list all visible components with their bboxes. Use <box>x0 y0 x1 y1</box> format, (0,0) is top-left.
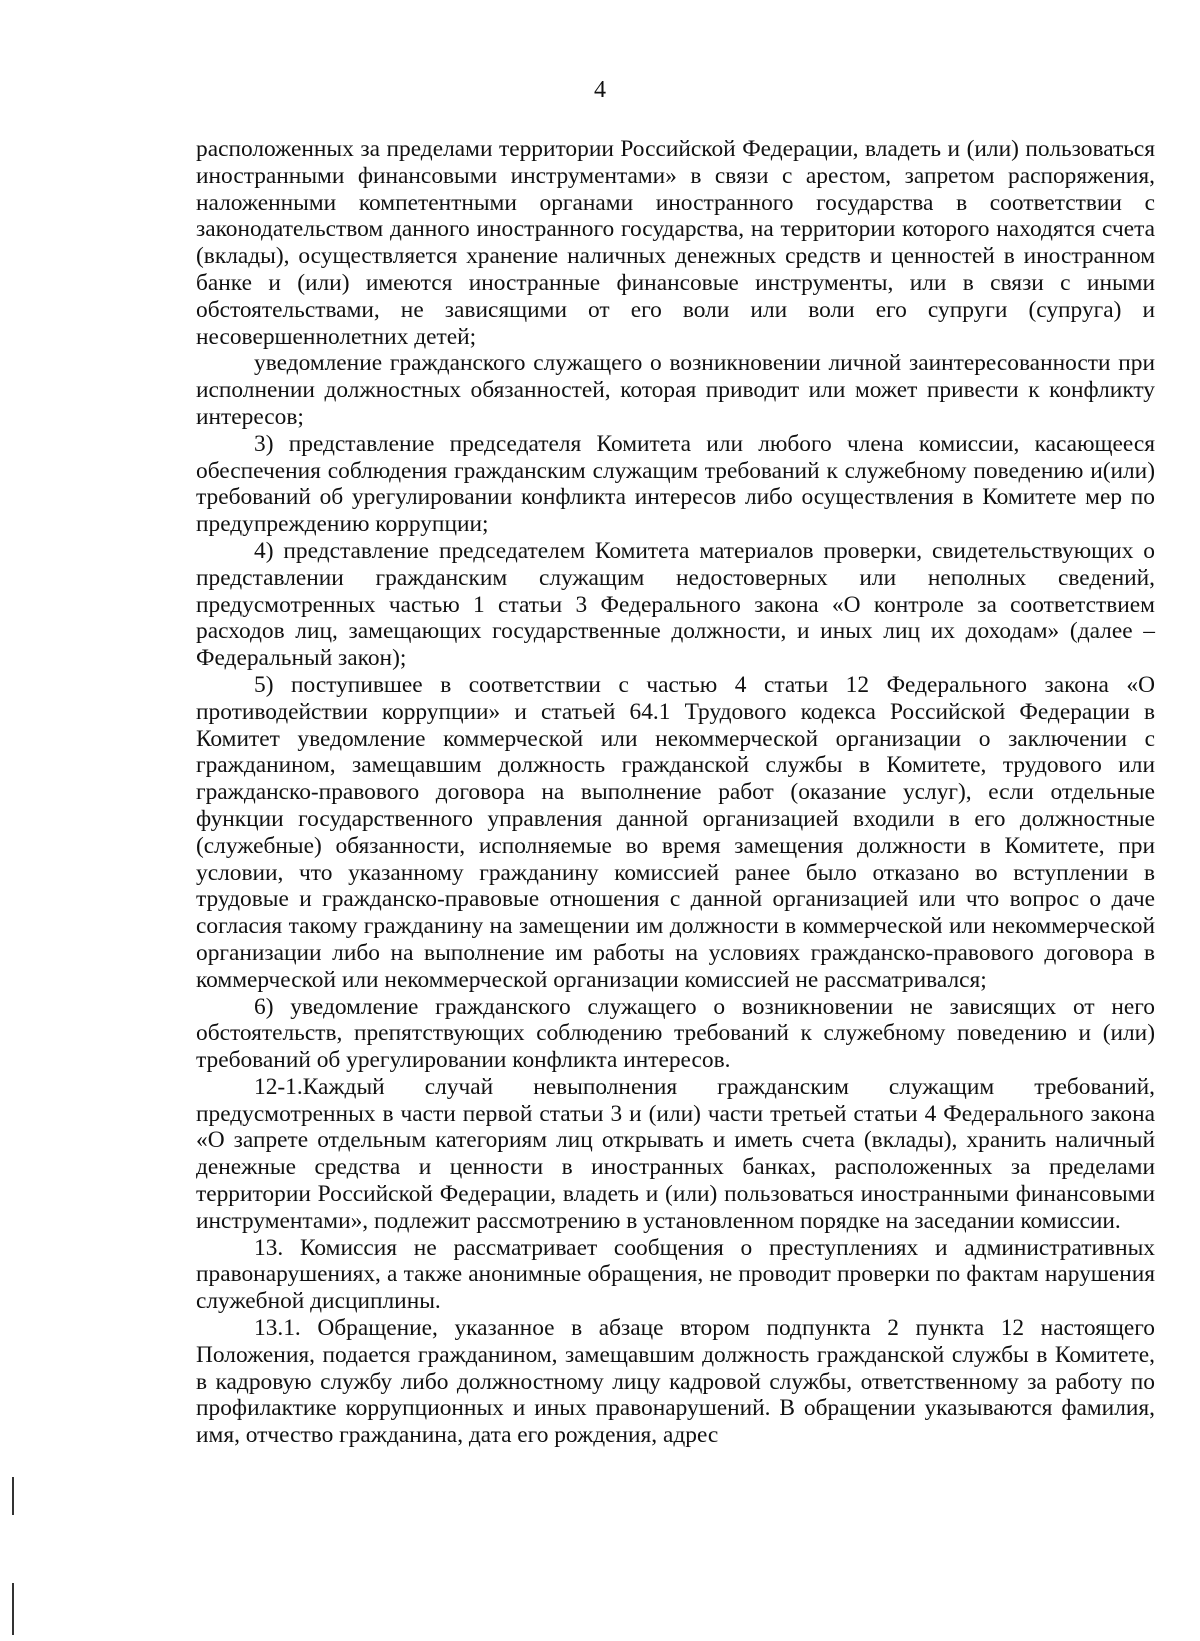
paragraph-item-6: 6) уведомление гражданского служащего о возникновении не зависящих от него обстоятельств, препятствующих соблюдению требований к служебному поведению и (или) требований об урегулировании конфликта интересов. <box>196 993 1155 1074</box>
document-body <box>196 136 1155 1449</box>
paragraph-item-3: 3) представление председателя Комитета или любого члена комиссии, касающееся обеспечения соблюдения гражданским служащим требований к служебному поведению и(или) требований об урегулировании конфликта интересов либо осуществления в Комитете мер по предупреждению коррупции; <box>196 430 1155 538</box>
paragraph-continuation: расположенных за пределами территории Российской Федерации, владеть и (или) пользоваться иностранными финансовыми инструментами» в связи с арестом, запретом распоряжения, наложенными компетентными органами иностранного государства в соответствии с законодательством данного иностранного государства, на территории которого находятся счета (вклады), осуществляется хранение наличных денежных средств и ценностей в иностранном банке и (или) имеются иностранные финансовые инструменты, или в связи с иными обстоятельствами, не зависящими от его воли или воли его супруги (супруга) и несовершеннолетних детей; <box>196 136 1155 350</box>
paragraph-notice-conflict: уведомление гражданского служащего о возникновении личной заинтересованности при исполнении должностных обязанностей, которая приводит или может привести к конфликту интересов; <box>196 350 1155 430</box>
scan-margin-mark <box>12 1583 14 1635</box>
paragraph-13-1: 13.1. Обращение, указанное в абзаце втором подпункта 2 пункта 12 настоящего Положения, подается гражданином, замещавшим должность гражданской службы в Комитете, в кадровую службу либо должностному лицу кадровой службы, ответственному за работу по профилактике коррупционных и иных правонарушений. В обращении указываются фамилия, имя, отчество гражданина, дата его рождения, адрес <box>196 1315 1155 1449</box>
page-number: 4 <box>594 77 606 103</box>
paragraph-item-5: 5) поступившее в соответствии с частью 4 статьи 12 Федерального закона «О противодействии коррупции» и статьей 64.1 Трудового кодекса Российской Федерации в Комитет уведомление коммерческой или некоммерческой организации о заключении с гражданином, замещавшим должность гражданской службы в Комитете, трудового или гражданско-правового договора на выполнение работ (оказание услуг), если отдельные функции государственного управления данной организацией входили в его должностные (служебные) обязанности, исполняемые во время замещения должности в Комитете, при условии, что указанному гражданину комиссией ранее было отказано во вступлении в трудовые и гражданско-правовые отношения с данной организацией или что вопрос о даче согласия такому гражданину на замещении им должности в коммерческой или некоммерческой организации либо на выполнение им работы на условиях гражданско-правового договора в коммерческой или некоммерческой организации комиссией не рассматривался; <box>196 671 1155 993</box>
paragraph-item-4: 4) представление председателем Комитета материалов проверки, свидетельствующих о представлении гражданским служащим недостоверных или неполных сведений, предусмотренных частью 1 статьи 3 Федерального закона «О контроле за соответствием расходов лиц, замещающих государственные должности, и иных лиц их доходам» (далее – Федеральный закон); <box>196 537 1155 672</box>
paragraph-13: 13. Комиссия не рассматривает сообщения о преступлениях и административных правонарушениях, а также анонимные обращения, не проводит проверки по фактам нарушения служебной дисциплины. <box>196 1234 1155 1315</box>
paragraph-12-1: 12-1.Каждый случай невыполнения гражданским служащим требований, предусмотренных в части первой статьи 3 и (или) части третьей статьи 4 Федерального закона «О запрете отдельным категориям лиц открывать и иметь счета (вклады), хранить наличный денежные средства и ценности в иностранных банках, расположенных за пределами территории Российской Федерации, владеть и (или) пользоваться иностранными финансовыми инструментами», подлежит рассмотрению в установленном порядке на заседании комиссии. <box>196 1073 1155 1234</box>
scan-margin-mark <box>12 1477 14 1515</box>
